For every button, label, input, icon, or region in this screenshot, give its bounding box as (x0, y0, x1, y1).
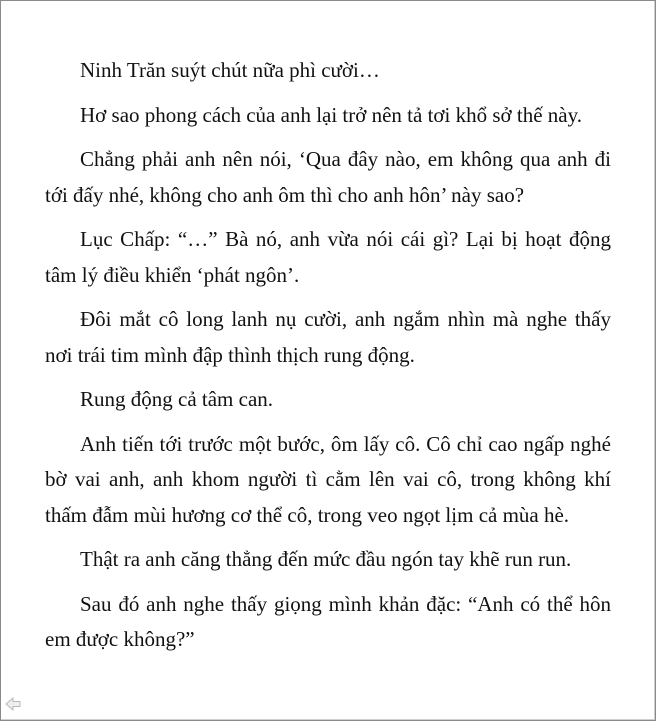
paragraph: Ninh Trăn suýt chút nữa phì cười… (80, 58, 380, 82)
paragraph: Rung động cả tâm can. (80, 387, 274, 411)
document-body (45, 53, 611, 667)
paragraph: Sau đó anh nghe thấy giọng mình khản đặc: “Anh có thể hôn em được không?” (45, 591, 611, 651)
paragraph: Lục Chấp: “…” Bà nó, anh vừa nói cái gì? Lại bị hoạt động tâm lý điều khiển ‘phát ngôn’. (45, 227, 611, 287)
paragraph: Thật ra anh căng thẳng đến mức đầu ngón tay khẽ run run. (80, 547, 572, 571)
paragraph: Hơ sao phong cách của anh lại trở nên tả tơi khổ sở thế này. (80, 102, 583, 127)
paragraph: Anh tiến tới trước một bước, ôm lấy cô. Cô chỉ cao ngấp nghé bờ vai anh, anh khom người tì cằm lên vai cô, trong không khí thấm đẫm mùi hương cơ thể cô, trong veo ngọt lịm cả mùa hè. (45, 431, 611, 527)
paragraph: Chẳng phải anh nên nói, ‘Qua đây nào, em không qua anh đi tới đấy nhé, không cho anh ôm thì cho anh hôn’ này sao? (45, 147, 611, 207)
back-arrow-icon[interactable] (5, 697, 21, 711)
paragraph: Đôi mắt cô long lanh nụ cười, anh ngắm nhìn mà nghe thấy nơi trái tim mình đập thình thịch rung động. (45, 307, 611, 367)
